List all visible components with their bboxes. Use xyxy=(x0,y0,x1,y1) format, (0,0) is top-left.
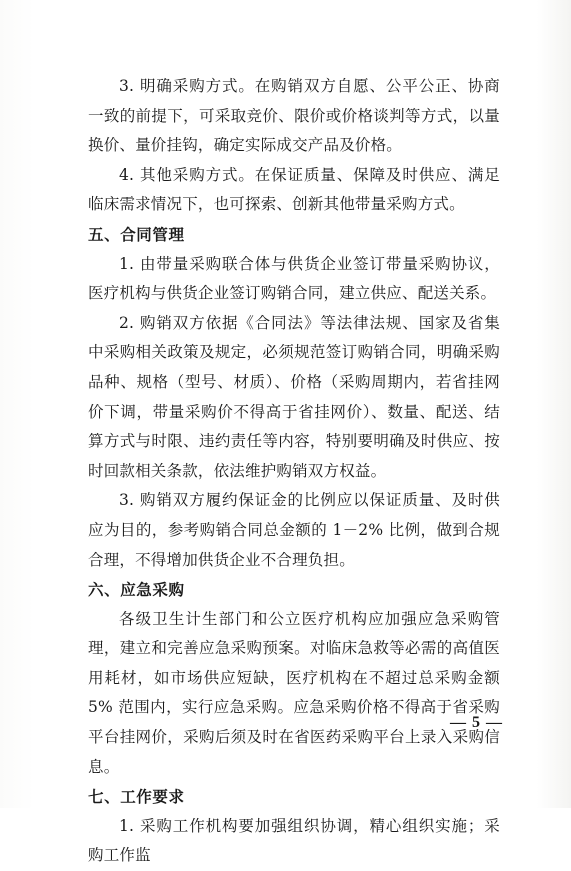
para-method-4: 4. 其他采购方式。在保证质量、保障及时供应、满足临床需求情况下，也可探索、创新其他带量采购方式。 xyxy=(88,165,500,214)
para-method-3: 3. 明确采购方式。在购销双方自愿、公平公正、协商一致的前提下，可采取竞价、限价或价格谈判等方式，以量换价、量价挂钩，确定实际成交产品及价格。 xyxy=(88,77,500,155)
heading-emergency-procurement: 六、应急采购 xyxy=(88,580,185,600)
document-body xyxy=(88,72,500,871)
para-contract-2: 2. 购销双方依据《合同法》等法律法规、国家及省集中采购相关政策及规定，必须规范签订购销合同，明确采购品种、规格（型号、材质）、价格（采购周期内，若省挂网价下调，带量采购价不得高于省挂网价）、数量、配送、结算方式与时限、违约责任等内容，特别要明确及时供应、按时回款相关条款，依法维护购销双方权益。 xyxy=(88,313,500,480)
para-work-1: 1. 采购工作机构要加强组织协调，精心组织实施；采购工作监 xyxy=(88,816,500,865)
heading-work-requirements: 七、工作要求 xyxy=(88,787,185,807)
heading-contract-management: 五、合同管理 xyxy=(88,224,185,244)
page-number: — 5 — xyxy=(450,714,503,731)
para-contract-3: 3. 购销双方履约保证金的比例应以保证质量、及时供应为目的，参考购销合同总金额的 1－2% 比例，做到合规合理，不得增加供货企业不合理负担。 xyxy=(88,491,500,569)
para-emergency: 各级卫生计生部门和公立医疗机构应加强应急采购管理，建立和完善应急采购预案。对临床急救等必需的高值医用耗材，如市场供应短缺，医疗机构在不超过总采购金额 5% 范围内，实行应急采购。应急采购价格不得高于省采购平台挂网价，采购后须及时在省医药采购平台上录入采购信息。 xyxy=(88,609,500,776)
para-contract-1: 1. 由带量采购联合体与供货企业签订带量采购协议，医疗机构与供货企业签订购销合同，建立供应、配送关系。 xyxy=(88,254,500,303)
